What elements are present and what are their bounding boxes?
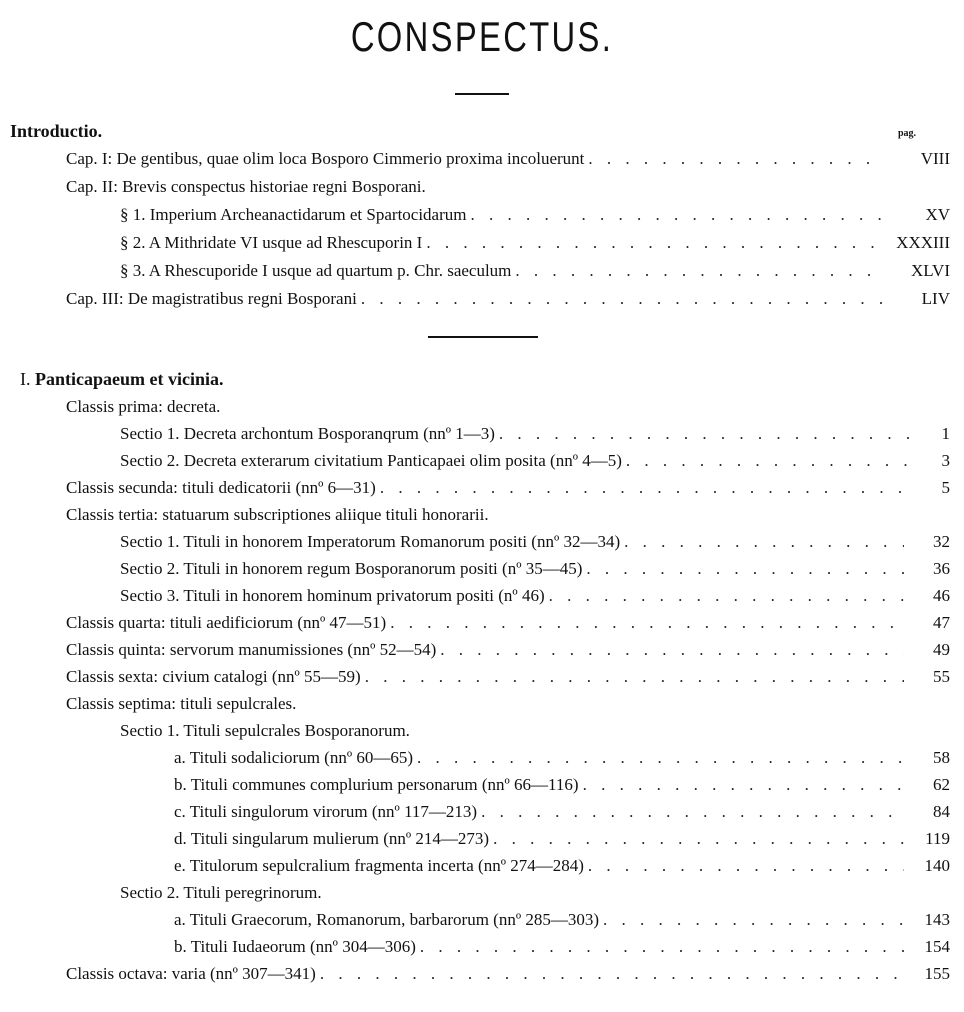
toc-entry: a. Tituli Graecorum, Romanorum, barbarorum (nnº 285—303) . . . 143 <box>0 907 964 933</box>
toc-entry: Classis octava: varia (nnº 307—341) . . . 155 <box>0 961 964 987</box>
toc-entry: Cap. I: De gentibus, quae olim loca Bosporo Cimmerio proxima incoluerunt . . . VIII <box>0 146 964 172</box>
toc-entry: Classis septima: tituli sepulcrales. <box>66 694 297 713</box>
toc-entry: c. Tituli singulorum virorum (nnº 117—213) . . . 84 <box>0 799 964 825</box>
toc-entry: d. Tituli singularum mulierum (nnº 214—273) . . . 119 <box>0 826 964 852</box>
toc-entry: Classis quinta: servorum manumissiones (nnº 52—54) . . . 49 <box>0 637 964 663</box>
toc-entry: Sectio 2. Tituli in honorem regum Bosporanorum positi (nº 35—45) . . . 36 <box>0 556 964 582</box>
toc-entry: a. Tituli sodaliciorum (nnº 60—65) . . . 58 <box>0 745 964 771</box>
section-rule <box>428 336 538 338</box>
toc-entry: Sectio 1. Tituli sepulcrales Bosporanorum. <box>120 721 410 740</box>
toc-entry: Sectio 3. Tituli in honorem hominum privatorum positi (nº 46) . . . 46 <box>0 583 964 609</box>
part1-title: Panticapaeum et vicinia. <box>35 369 224 389</box>
toc-entry: Classis prima: decreta. <box>66 397 221 416</box>
toc-entry: Classis tertia: statuarum subscriptiones aliique tituli honorarii. <box>66 505 489 524</box>
toc-entry: Cap. III: De magistratibus regni Bosporani . . . LIV <box>0 286 964 312</box>
toc-entry: § 1. Imperium Archeanactidarum et Spartocidarum . . . XV <box>0 202 964 228</box>
title-rule <box>455 93 509 95</box>
toc-entry: Sectio 1. Decreta archontum Bosporanqrum (nnº 1—3) . . . 1 <box>0 421 964 447</box>
toc-entry: Classis quarta: tituli aedificiorum (nnº 47—51) . . . 47 <box>0 610 964 636</box>
part1-heading <box>20 366 223 392</box>
toc-entry: b. Tituli communes complurium personarum (nnº 66—116) . . . 62 <box>0 772 964 798</box>
toc-entry: Sectio 2. Tituli peregrinorum. <box>120 883 322 902</box>
toc-entry: § 2. A Mithridate VI usque ad Rhescuporin I . . . XXXIII <box>0 230 964 256</box>
page-title: CONSPECTUS. <box>350 13 614 60</box>
toc-entry: Sectio 1. Tituli in honorem Imperatorum Romanorum positi (nnº 32—34) . . . 32 <box>0 529 964 555</box>
part1-numeral: I. <box>20 369 31 389</box>
toc-entry: b. Tituli Iudaeorum (nnº 304—306) . . . 154 <box>0 934 964 960</box>
toc-entry: Classis secunda: tituli dedicatorii (nnº 6—31) . . . 5 <box>0 475 964 501</box>
introductio-heading: Introductio. <box>10 121 103 141</box>
toc-entry: Classis sexta: civium catalogi (nnº 55—59) . . . 55 <box>0 664 964 690</box>
toc-entry: Sectio 2. Decreta exterarum civitatium Panticapaei olim posita (nnº 4—5) . . . 3 <box>0 448 964 474</box>
pag-label: pag. <box>898 128 917 139</box>
toc-entry: § 3. A Rhescuporide I usque ad quartum p. Chr. saeculum . . . XLVI <box>0 258 964 284</box>
toc-entry: e. Titulorum sepulcralium fragmenta incerta (nnº 274—284) . . . 140 <box>0 853 964 879</box>
toc-entry: Cap. II: Brevis conspectus historiae regni Bosporani. <box>66 177 426 196</box>
